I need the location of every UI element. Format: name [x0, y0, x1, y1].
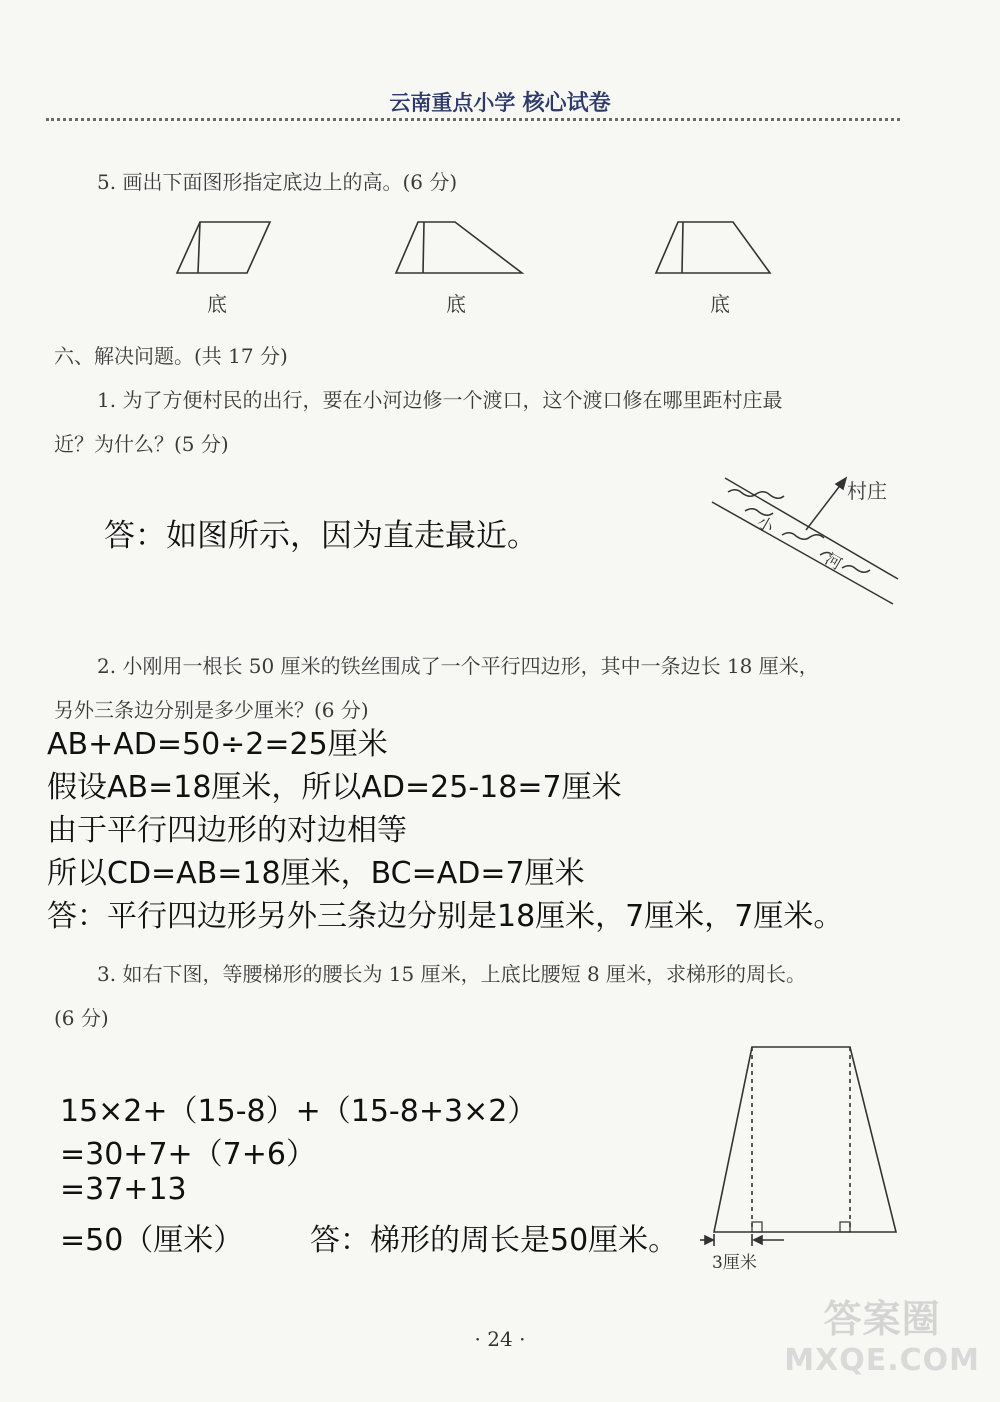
p3-question-line1: 3. 如右下图，等腰梯形的腰长为 15 厘米，上底比腰短 8 厘米，求梯形的周长。	[97, 962, 807, 986]
p1-question-line1: 1. 为了方便村民的出行，要在小河边修一个渡口，这个渡口修在哪里距村庄最	[97, 388, 783, 412]
dimension-arrowhead-left	[705, 1236, 713, 1244]
page-number: · 24 ·	[474, 1327, 526, 1351]
p3-calc-line2: =30+7+（7+6）	[60, 1137, 316, 1172]
dimension-arrowhead-right	[754, 1236, 762, 1244]
section6-title: 六、解决问题。(共 17 分)	[54, 344, 288, 368]
isosceles-trapezoid	[714, 1047, 896, 1232]
p3-calc-line4: =50（厘米）	[60, 1223, 244, 1258]
river-label-1: 小	[753, 512, 778, 537]
p1-answer: 答：如图所示，因为直走最近。	[104, 518, 538, 554]
p2-answer-line4: 所以CD=AB=18厘米，BC=AD=7厘米	[47, 856, 585, 891]
base-label-1: 底	[207, 292, 227, 316]
p2-answer-line1: AB+AD=50÷2=25厘米	[47, 727, 388, 762]
village-label: 村庄	[847, 479, 887, 503]
p2-answer-line5: 答：平行四边形另外三条边分别是18厘米，7厘米，7厘米。	[47, 899, 844, 934]
p2-answer-line2: 假设AB=18厘米，所以AD=25-18=7厘米	[47, 770, 622, 805]
right-angle-mark-left	[752, 1222, 762, 1232]
header-title-core: 核心试卷	[522, 91, 611, 116]
river-label-2: 河	[821, 549, 846, 574]
watermark	[784, 1288, 980, 1378]
p2-question-line2: 另外三条边分别是多少厘米？(6 分)	[54, 698, 369, 722]
trapezoid-dimension-label: 3厘米	[712, 1253, 757, 1273]
p2-answer-line3: 由于平行四边形的对边相等	[47, 813, 407, 848]
p1-question-line2: 近？为什么？(5 分)	[54, 432, 229, 456]
p3-calc-line3: =37+13	[60, 1172, 187, 1207]
q5-prompt: 5. 画出下面图形指定底边上的高。(6 分)	[97, 170, 458, 194]
header-title-main: 云南重点小学	[389, 91, 516, 115]
base-label-3: 底	[710, 292, 730, 316]
p2-question-line1: 2. 小刚用一根长 50 厘米的铁丝围成了一个平行四边形，其中一条边长 18 厘米，	[97, 654, 819, 678]
watermark-bottom: MXQE.COM	[784, 1343, 980, 1378]
p3-calc-line1: 15×2+（15-8）+（15-8+3×2）	[60, 1094, 538, 1129]
base-label-2: 底	[446, 292, 466, 316]
watermark-top: 答案圈	[823, 1297, 941, 1341]
right-angle-mark-right	[840, 1222, 850, 1232]
p3-question-line2: (6 分)	[54, 1006, 109, 1030]
p3-answer: 答：梯形的周长是50厘米。	[310, 1223, 679, 1258]
